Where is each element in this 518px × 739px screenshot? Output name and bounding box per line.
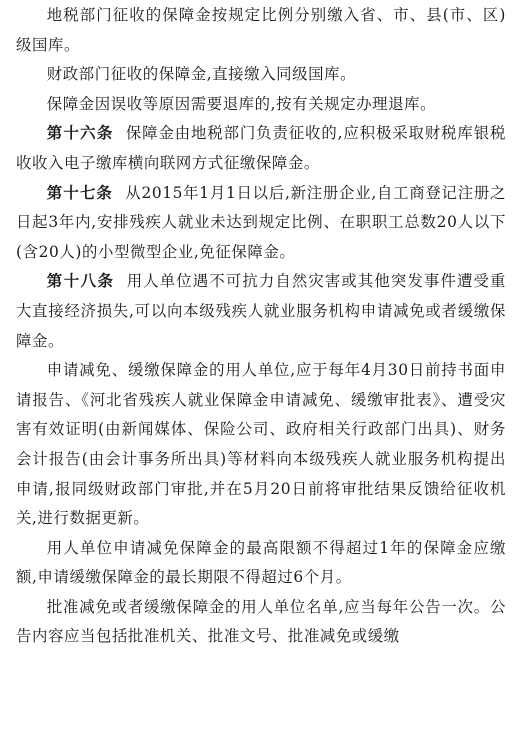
article-number: 第十八条 bbox=[46, 272, 115, 291]
paragraph-refund bbox=[0, 90, 518, 120]
paragraph-text: 保障金因误收等原因需要退库的,按有关规定办理退库。 bbox=[46, 94, 437, 113]
article-number: 第十七条 bbox=[46, 183, 113, 202]
paragraph-announcement bbox=[0, 593, 518, 652]
paragraph-text: 用人单位申请减免保障金的最高限额不得超过1年的保障金应缴额,申请缓缴保障金的最长期限不得超过6个月。 bbox=[16, 538, 506, 587]
article-number: 第十六条 bbox=[46, 124, 114, 143]
article-17 bbox=[0, 179, 518, 268]
paragraph-text: 地税部门征收的保障金按规定比例分别缴入省、市、县(市、区)级国库。 bbox=[16, 6, 506, 54]
paragraph-application-procedure bbox=[0, 356, 518, 534]
article-18 bbox=[0, 267, 518, 356]
paragraph-limits bbox=[0, 534, 518, 593]
paragraph-text: 从2015年1月1日以后,新注册企业,自工商登记注册之日起3年内,安排残疾人就业未达到规定比例、在职职工总数20人以下(含20人)的小型微型企业,免征保障金。 bbox=[16, 183, 506, 261]
article-16 bbox=[0, 119, 518, 178]
paragraph-text: 用人单位遇不可抗力自然灾害或其他突发事件遭受重大直接经济损失,可以向本级残疾人就业服务机构申请减免或者缓缴保障金。 bbox=[16, 272, 506, 350]
paragraph-text: 保障金由地税部门负责征收的,应积极采取财税库银税收收入电子缴库横向联网方式征缴保障金。 bbox=[16, 124, 506, 172]
paragraph-remittance-finance bbox=[0, 60, 518, 90]
paragraph-text: 财政部门征收的保障金,直接缴入同级国库。 bbox=[46, 65, 357, 84]
paragraph-remittance-local-tax bbox=[0, 0, 518, 60]
paragraph-text: 批准减免或者缓缴保障金的用人单位名单,应当每年公告一次。公告内容应当包括批准机关、批准文号、批准减免或缓缴 bbox=[16, 597, 506, 646]
paragraph-text: 申请减免、缓缴保障金的用人单位,应于每年4月30日前持书面申请报告、《河北省残疾人就业保障金申请减免、缓缴审批表》、遭受灾害有效证明(由新闻媒体、保险公司、政府相关行政部门出具)、财务会计报告(由会计事务所出具)等材料向本级残疾人就业服务机构提出申请,报同级财政部门审批,并在5月20日前将审批结果反馈给征收机关,进行数据更新。 bbox=[16, 361, 506, 528]
